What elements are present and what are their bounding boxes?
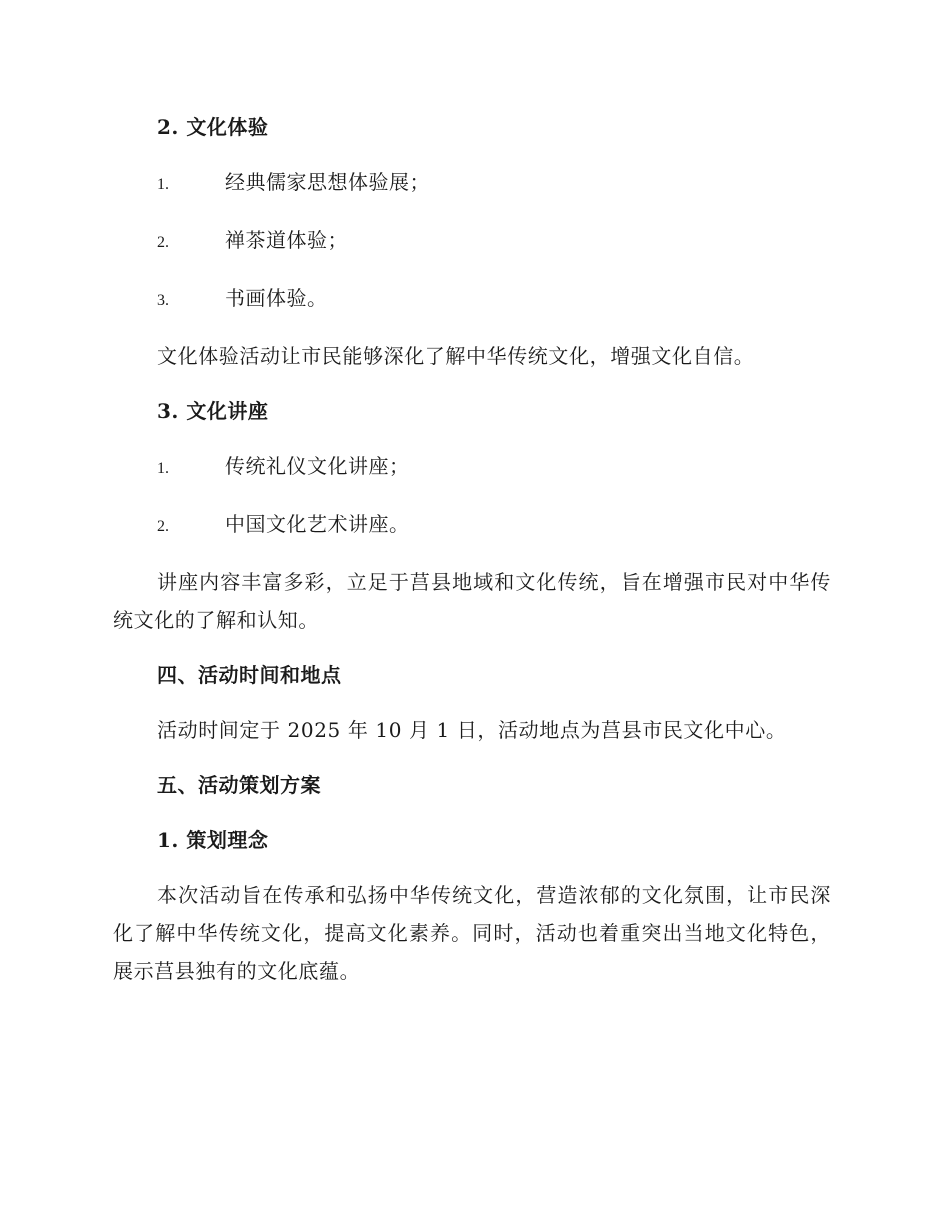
list-item bbox=[113, 505, 831, 546]
list-item bbox=[113, 163, 831, 204]
list-item-text: 书画体验。 bbox=[225, 286, 328, 310]
planning-concept-paragraph: 本次活动旨在传承和弘扬中华传统文化，营造浓郁的文化氛围，让市民深化了解中华传统文化，提高文化素养。同时，活动也着重突出当地文化特色，展示莒县独有的文化底蕴。 bbox=[113, 883, 831, 983]
list-item-number: 2. bbox=[157, 518, 169, 535]
section-heading-time-and-place: 四、活动时间和地点 bbox=[157, 663, 342, 687]
list-item-text: 经典儒家思想体验展； bbox=[225, 170, 430, 194]
section-heading-planning-scheme: 五、活动策划方案 bbox=[157, 773, 321, 797]
section-heading-culture-experience: 2. 文化体验 bbox=[157, 115, 269, 139]
time-and-place-paragraph: 活动时间定于 2025 年 10 月 1 日，活动地点为莒县市民文化中心。 bbox=[157, 718, 787, 742]
list-item bbox=[113, 279, 831, 320]
list-item-number: 1. bbox=[157, 460, 169, 477]
culture-experience-paragraph: 文化体验活动让市民能够深化了解中华传统文化，增强文化自信。 bbox=[157, 344, 755, 368]
document-body bbox=[113, 108, 831, 1007]
list-item bbox=[113, 447, 831, 488]
section-heading-planning-concept: 1. 策划理念 bbox=[157, 828, 269, 852]
section-heading-culture-lectures: 3. 文化讲座 bbox=[157, 399, 269, 423]
list-item-text: 禅茶道体验； bbox=[225, 228, 348, 252]
culture-lectures-list bbox=[113, 447, 831, 546]
list-item-number: 3. bbox=[157, 292, 169, 309]
list-item-text: 传统礼仪文化讲座； bbox=[225, 454, 410, 478]
list-item-number: 1. bbox=[157, 176, 169, 193]
culture-lectures-paragraph: 讲座内容丰富多彩，立足于莒县地域和文化传统，旨在增强市民对中华传统文化的了解和认知。 bbox=[113, 570, 831, 632]
list-item bbox=[113, 221, 831, 262]
list-item-text: 中国文化艺术讲座。 bbox=[225, 512, 410, 536]
list-item-number: 2. bbox=[157, 234, 169, 251]
culture-experience-list bbox=[113, 163, 831, 320]
